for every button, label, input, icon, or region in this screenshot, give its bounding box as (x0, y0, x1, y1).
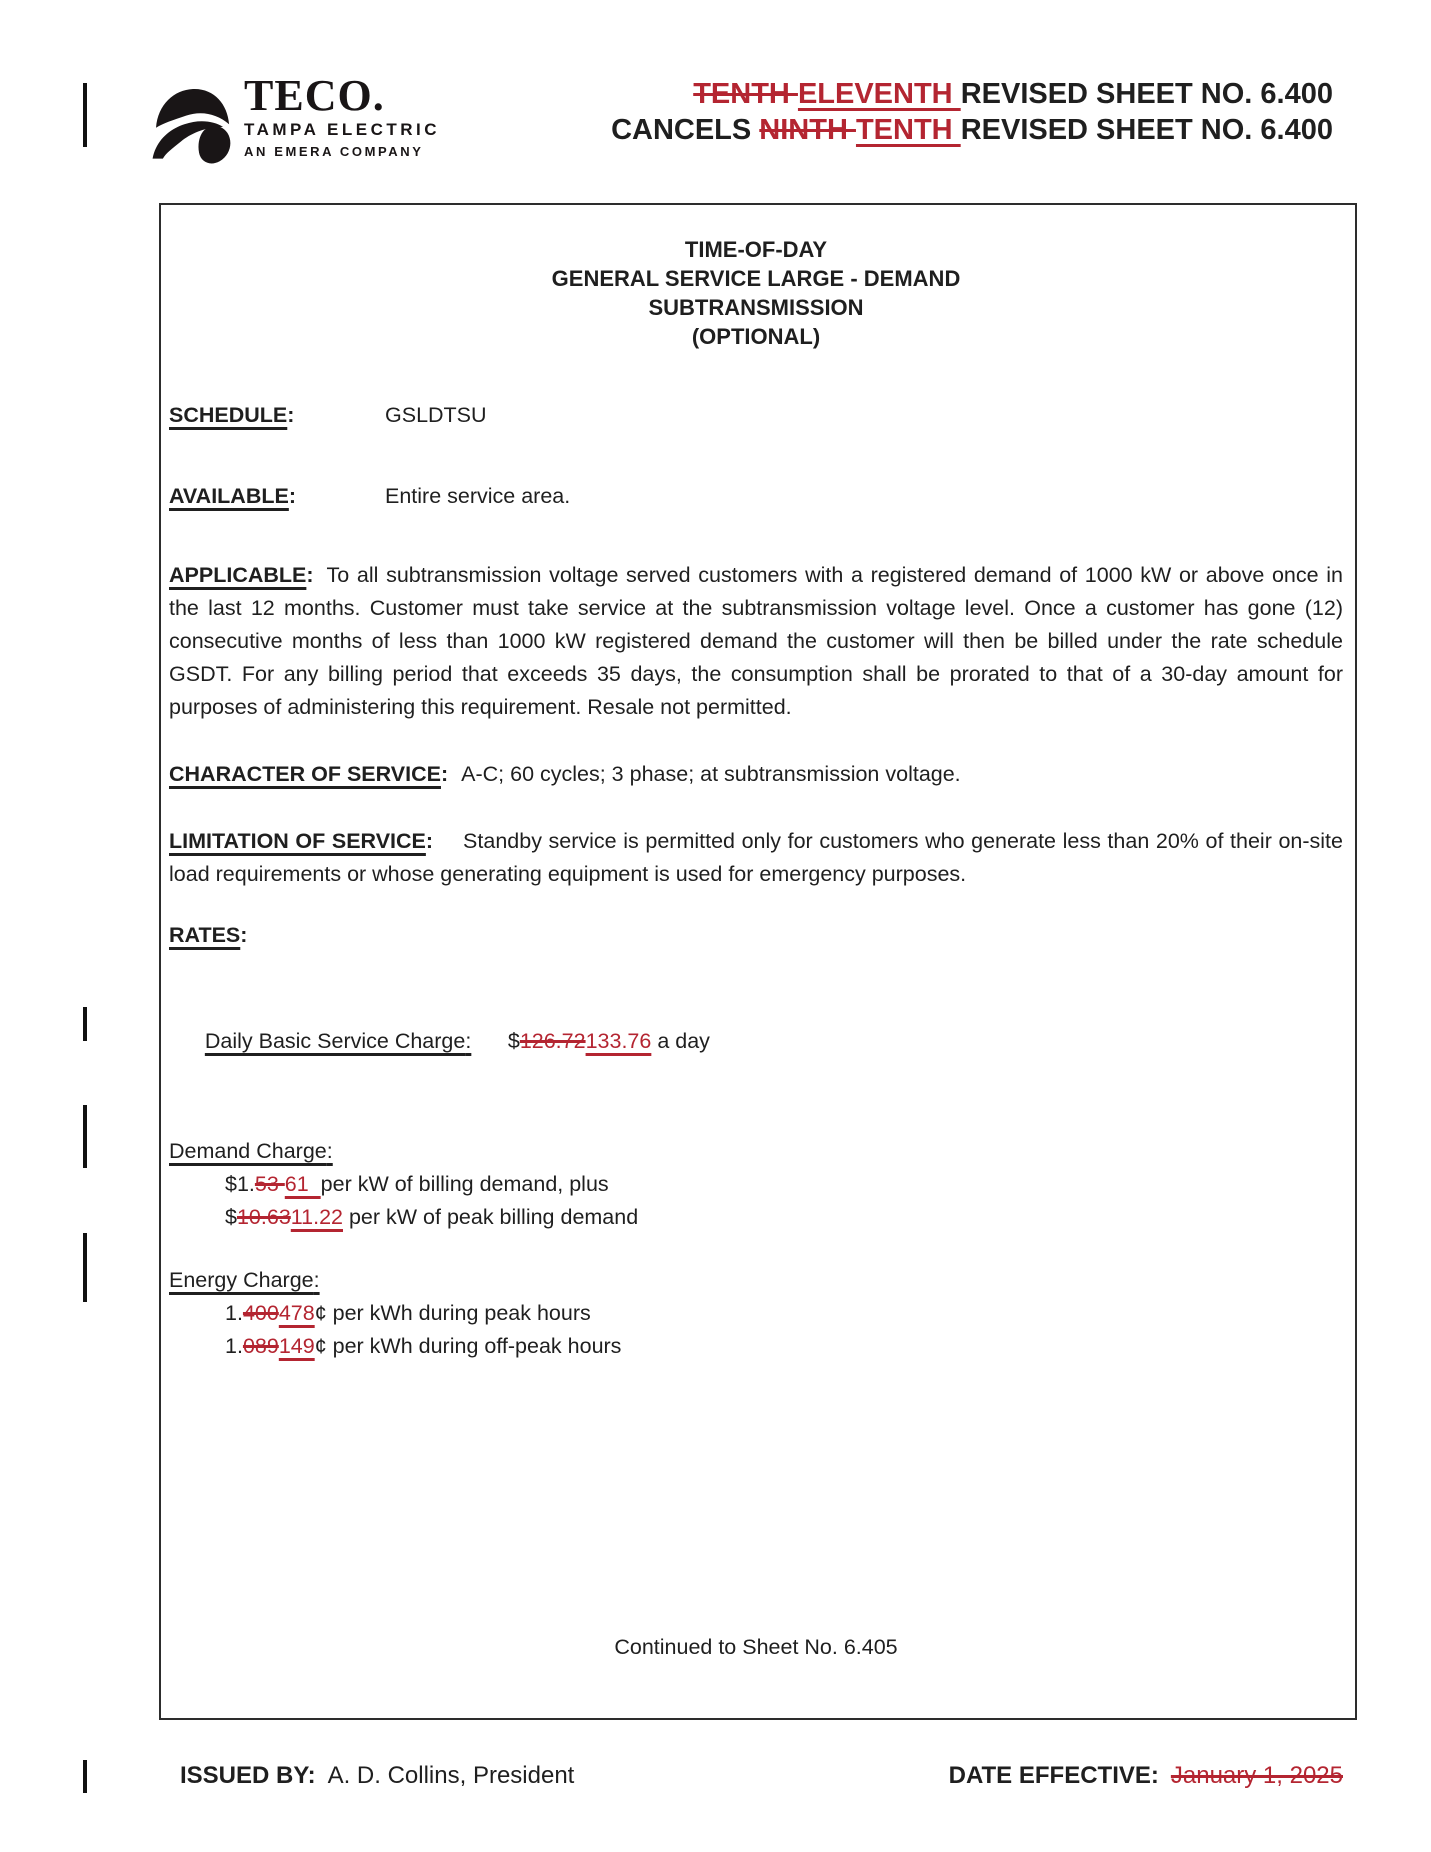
applicable-text: To all subtransmission voltage served customers with a registered demand of 1000 kW or above once in the last 12 months. Customer must take service at the subtransmission voltage level. Once a customer has gone (12) consecutive months of less than 1000 kW registered demand the customer will then be billed under the rate schedule GSDT. For any billing period that exceeds 35 days, the consumption shall be prorated to that of a 30-day amount for purposes of administering this requirement. Resale not permitted. (169, 563, 1343, 719)
colon: : (287, 403, 295, 427)
rate-suffix: per kW of peak billing demand (343, 1205, 639, 1229)
change-bar (83, 1105, 87, 1168)
limitation-of-service-paragraph (169, 825, 1343, 891)
rate-prefix: $1. (225, 1172, 255, 1196)
title-line: (OPTIONAL) (691, 324, 821, 349)
revision-line-2 (611, 112, 1333, 148)
title-line: TIME-OF-DAY (684, 237, 828, 262)
demand-charge-heading (169, 1135, 1343, 1168)
character-of-service-label: CHARACTER OF SERVICE (169, 762, 441, 786)
energy-charge-line-1 (169, 1297, 1343, 1330)
cancels-label: CANCELS (611, 114, 760, 146)
rate-suffix: ¢ per kWh during off-peak hours (314, 1334, 622, 1358)
continued-notice: Continued to Sheet No. 6.405 (614, 1635, 898, 1659)
character-of-service-row (169, 758, 1343, 791)
new-rate-value: 149 (278, 1334, 315, 1358)
rate-suffix: a day (651, 1029, 710, 1053)
daily-basic-label-cell (205, 1025, 508, 1058)
colon: : (313, 1268, 320, 1292)
schedule-row (169, 399, 1343, 432)
tariff-frame (159, 203, 1357, 1720)
brand-tagline: TAMPA ELECTRIC (244, 120, 441, 139)
rate-prefix: 1. (225, 1334, 243, 1358)
change-bar (83, 1760, 87, 1793)
struck-text: NINTH (759, 114, 856, 146)
inserted-text: TENTH (855, 114, 961, 146)
struck-text: TENTH (693, 78, 798, 110)
new-rate-value: 133.76 (585, 1029, 652, 1053)
old-rate-value: 53 (254, 1172, 285, 1196)
applicable-label: APPLICABLE (169, 563, 307, 587)
old-rate-value: 089 (242, 1334, 279, 1358)
daily-basic-service-charge-row (169, 992, 1343, 1091)
rate-prefix: $ (225, 1205, 237, 1229)
applicable-paragraph (169, 559, 1343, 724)
rates-heading-row (169, 919, 1343, 952)
schedule-label: SCHEDULE (169, 403, 288, 427)
document-title (169, 235, 1343, 351)
energy-charge-label: Energy Charge: (169, 1268, 320, 1292)
available-value: Entire service area. (385, 484, 571, 508)
date-effective-label: DATE EFFECTIVE: (948, 1762, 1159, 1789)
rate-suffix: per kW of billing demand, plus (320, 1172, 609, 1196)
colon: : (306, 563, 314, 587)
issued-by-value: A. D. Collins, President (327, 1762, 575, 1789)
available-label-cell (169, 480, 385, 513)
rates-heading: RATES (169, 923, 241, 947)
colon: : (465, 1029, 472, 1053)
revision-block (611, 76, 1333, 148)
teco-logo-text (244, 71, 441, 174)
colon: : (288, 484, 297, 508)
character-of-service-text: A-C; 60 cycles; 3 phase; at subtransmission voltage. (461, 762, 961, 786)
page-footer (180, 1760, 1343, 1792)
issued-by-group (180, 1760, 574, 1792)
inserted-text: ELEVENTH (797, 78, 961, 110)
teco-logo (150, 71, 441, 174)
rate-suffix: ¢ per kWh during peak hours (314, 1301, 591, 1325)
colon: : (240, 923, 248, 947)
page-header (150, 60, 1333, 190)
revision-line-rest: REVISED SHEET NO. 6.400 (960, 78, 1333, 110)
issued-by-label: ISSUED BY: (180, 1762, 316, 1789)
daily-basic-label: Daily Basic Service Charge: (204, 1029, 472, 1053)
colon: : (326, 1139, 333, 1163)
schedule-value: GSLDTSU (385, 403, 487, 427)
change-bar (83, 83, 87, 147)
colon: : (425, 829, 434, 853)
revision-line-1 (611, 76, 1333, 112)
limitation-of-service-label: LIMITATION OF SERVICE (169, 829, 426, 853)
demand-charge-label: Demand Charge: (169, 1139, 333, 1163)
revision-line-rest: REVISED SHEET NO. 6.400 (960, 114, 1333, 146)
new-rate-value: 478 (278, 1301, 315, 1325)
old-rate-value: 400 (242, 1301, 279, 1325)
new-rate-value: 61 (284, 1172, 321, 1196)
rate-prefix: $ (507, 1029, 520, 1053)
date-effective-group (949, 1760, 1343, 1792)
available-label: AVAILABLE (169, 484, 289, 508)
change-bar (83, 1007, 87, 1041)
demand-charge-line-2 (169, 1201, 1343, 1234)
rate-prefix: 1. (225, 1301, 243, 1325)
date-effective-value: January 1, 2025 (1170, 1762, 1343, 1789)
title-line: GENERAL SERVICE LARGE - DEMAND (551, 266, 961, 291)
available-row (169, 480, 1343, 513)
old-rate-value: 10.63 (236, 1205, 291, 1229)
title-line: SUBTRANSMISSION (648, 295, 864, 320)
change-bar (83, 1233, 87, 1302)
energy-charge-line-2 (169, 1330, 1343, 1363)
old-rate-value: 126.72 (519, 1029, 586, 1053)
colon: : (440, 762, 449, 786)
limitation-of-service-text: Standby service is permitted only for customers who generate less than 20% of their on-site load requirements or whose generating equipment is used for emergency purposes. (169, 829, 1343, 886)
demand-charge-section (169, 1135, 1343, 1234)
new-rate-value: 11.22 (290, 1205, 343, 1229)
brand-wordmark: TECO. (244, 71, 385, 120)
brand-subtagline: AN EMERA COMPANY (244, 144, 424, 159)
schedule-label-cell (169, 399, 385, 432)
demand-charge-line-1 (169, 1168, 1343, 1201)
energy-charge-heading (169, 1264, 1343, 1297)
energy-charge-section (169, 1264, 1343, 1363)
teco-flame-icon (150, 78, 236, 174)
vertical-spacer (169, 1363, 1343, 1631)
